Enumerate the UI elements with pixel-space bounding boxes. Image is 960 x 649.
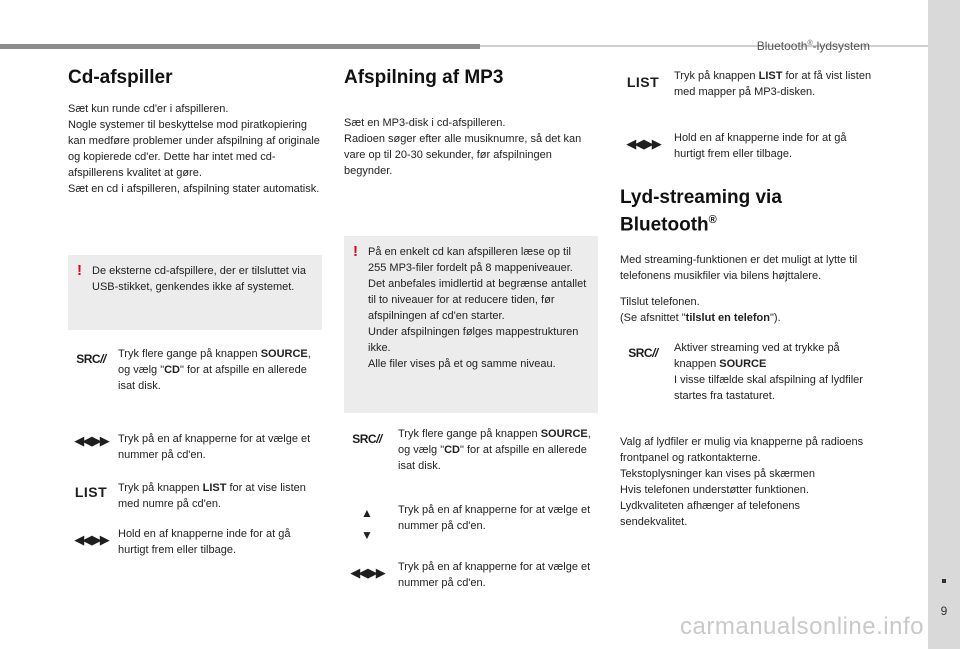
streaming-intro: Med streaming-funktionen er det muligt at lytte til telefonens musikfiler via bilens højttalere.: [620, 254, 858, 283]
instruction-text: Tryk på en af knapperne for at vælge et nummer på cd'en.: [398, 561, 591, 589]
instruction-row: [68, 480, 318, 512]
source-icon: SRC//: [352, 432, 382, 446]
note-text-cd: De eksterne cd-afspillere, der er tilsluttet via USB-stikket, genkendes ikke af systemet.: [92, 265, 306, 293]
skip-arrows-icon: ◀◀ ▶▶: [74, 433, 108, 448]
section-title-mp3: Afspilning af MP3: [344, 67, 504, 88]
instruction-text: Hold en af knapperne inde for at gå hurtigt frem eller tilbage.: [118, 528, 291, 556]
warning-icon: !: [353, 243, 358, 260]
instruction-text: Tryk flere gange på knappen SOURCE, og vælg "CD" for at afspille en allerede isat disk.: [398, 428, 591, 472]
instruction-row: [620, 340, 874, 404]
instruction-row: [68, 431, 318, 463]
section-title-cd: Cd-afspiller: [68, 67, 173, 88]
instruction-row: [344, 426, 598, 474]
instruction-row: [620, 130, 874, 162]
instruction-row: [68, 346, 318, 394]
list-icon: LIST: [74, 484, 108, 500]
instruction-text: Aktiver streaming ved at trykke på knappen SOURCE I visse tilfælde skal afspilning af lydfiler startes fra tastaturet.: [674, 342, 863, 402]
cd-intro: Sæt kun runde cd'er i afspilleren. Nogle systemer til beskyttelse mod piratkopiering kan medføre problemer under afspilning af originale og kopierede cd'er. Dette har intet med cd-afspillerens kvalitet at gøre. Sæt en cd i afspilleren, afspilning stater automatisk.: [68, 103, 320, 195]
instruction-text: Tryk på knappen LIST for at vise listen med numre på cd'en.: [118, 482, 306, 510]
note-text-mp3: På en enkelt cd kan afspilleren læse op til 255 MP3-filer fordelt på 8 mappeniveauer. Det anbefales imidlertid at begrænse antallet til to niveauer for at reducere tiden, før afspilningen af cd'en starter. Under afspilningen følges mappestrukturen ikke. Alle filer vises på et og samme niveau.: [368, 246, 587, 370]
instruction-text: Tryk flere gange på knappen SOURCE, og vælg "CD" for at afspille en allerede isat disk.: [118, 348, 311, 392]
instruction-row: [344, 502, 598, 546]
page-marker: [942, 579, 946, 583]
section-title-streaming: Lyd-streaming via Bluetooth®: [620, 187, 782, 236]
page-header: Bluetooth®-lydsystem: [756, 39, 870, 53]
mp3-intro: Sæt en MP3-disk i cd-afspilleren. Radioen søger efter alle musiknumre, så det kan vare op til 20-30 sekunder, før afspilningen begynder.: [344, 117, 582, 177]
source-icon: SRC//: [628, 346, 658, 360]
connect-phone-text: Tilslut telefonen. (Se afsnittet "tilslut en telefon").: [620, 296, 781, 325]
note-box-mp3: [344, 236, 598, 413]
side-strip: [928, 0, 960, 649]
instruction-text: Tryk på en af knapperne for at vælge et nummer på cd'en.: [398, 504, 591, 532]
header-rule: [0, 44, 480, 49]
instruction-text: Tryk på en af knapperne for at vælge et nummer på cd'en.: [118, 433, 311, 461]
instruction-row: [344, 559, 598, 591]
streaming-notes: Valg af lydfiler er mulig via knapperne på radioens frontpanel og ratkontakterne. Tekstoplysninger kan vises på skærmen Hvis telefonen understøtter funktionen. Lydkvaliteten afhænger af telefonens sendekvalitet.: [620, 436, 864, 528]
instruction-text: Hold en af knapperne inde for at gå hurtigt frem eller tilbage.: [674, 132, 847, 160]
skip-arrows-icon: ◀◀ ▶▶: [626, 136, 660, 151]
instruction-row: [620, 68, 874, 100]
skip-arrows-icon: ◀◀ ▶▶: [350, 565, 384, 580]
mp3-section: [344, 67, 599, 179]
watermark: carmanualsonline.info: [680, 613, 924, 640]
bluetooth-streaming-section: [620, 187, 875, 326]
instruction-row: [68, 526, 318, 558]
cd-player-section: [68, 67, 323, 197]
skip-arrows-icon: ◀◀ ▶▶: [74, 532, 108, 547]
instruction-text: Tryk på knappen LIST for at få vist listen med mapper på MP3-disken.: [674, 70, 872, 98]
source-icon: SRC//: [76, 352, 106, 366]
list-icon: LIST: [626, 74, 660, 90]
warning-icon: !: [77, 262, 82, 279]
up-down-arrows-icon: ▲ ▼: [361, 506, 373, 542]
note-box-cd: [68, 255, 322, 330]
page-number: 9: [940, 604, 948, 618]
